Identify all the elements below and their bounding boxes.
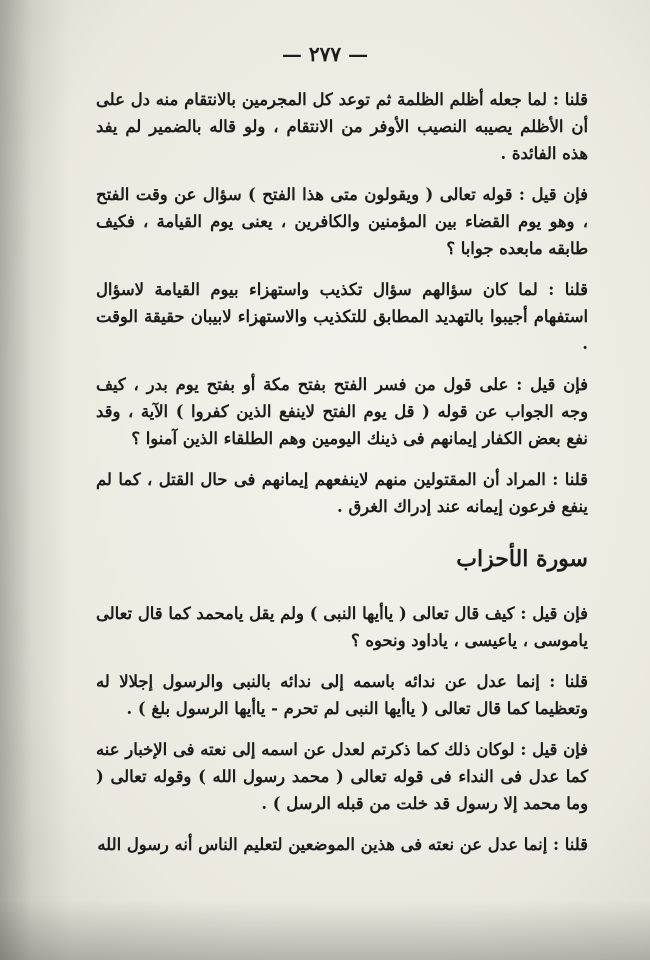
- paragraph-lead: فإن قيل :: [518, 185, 588, 204]
- section-before-surah: [96, 86, 588, 520]
- surah-title: سورة الأحزاب: [456, 546, 588, 572]
- paragraph: [96, 371, 588, 452]
- paragraph-text: لما كان سؤالهم سؤال تكذيب واستهزاء بيوم القيامة لاسؤال استفهام أجيبوا بالتهديد المطابق للتكذيب والاستهزاء لابيبان حقيقة الوقت .: [96, 280, 588, 353]
- paragraph-text: إنما عدل عن ندائه باسمه إلى ندائه بالنبى والرسول إجلالا له وتعظيما كما قال تعالى ( ياأيها النبى لم تحرم - ياأيها الرسول بلغ ) .: [96, 672, 588, 718]
- paragraph-lead: قلنا :: [548, 280, 588, 299]
- paragraph-lead: قلنا :: [552, 90, 588, 109]
- page-number: — ٢٧٧ —: [281, 42, 369, 66]
- paragraph-text: المراد أن المقتولين منهم لاينفعهم إيمانهم فى حال القتل ، كما لم ينفع فرعون إيمانه عند إدراك الغرق .: [96, 470, 588, 516]
- page-edge-shadow-left: [0, 0, 70, 960]
- paragraph: [96, 668, 588, 722]
- paragraph: [96, 181, 588, 262]
- paragraph-text: كيف قال تعالى ( ياأيها النبى ) ولم يقل يامحمد كما قال تعالى ياموسى ، ياعيسى ، ياداود ونحوه ؟: [96, 604, 588, 650]
- section-after-surah: [96, 600, 588, 858]
- paragraph-lead: فإن قيل :: [520, 604, 589, 623]
- paragraph-text: إنما عدل عن نعته فى هذين الموضعين لتعليم الناس أنه رسول الله: [97, 835, 548, 854]
- paragraph-text: على قول من فسر الفتح بفتح مكة أو بفتح يوم بدر ، كيف وجه الجواب عن قوله ( قل يوم الفتح لاينفع الذين كفروا ) الآية ، وقد نفع بعض الكفار إيمانهم فى ذينك اليومين وهم الطلقاء الذين آمنوا ؟: [96, 375, 588, 448]
- paragraph-lead: فإن قيل :: [520, 740, 589, 759]
- paragraph: [96, 736, 588, 817]
- page-edge-shadow-bottom: [0, 900, 650, 960]
- paragraph: [96, 831, 588, 858]
- paragraph-text: لوكان ذلك كما ذكرتم لعدل عن اسمه إلى نعته فى الإخبار عنه كما عدل فى النداء فى قوله تعالى ( محمد رسول الله ) وقوله تعالى ( وما محمد إلا رسول قد خلت من قبله الرسل ) .: [96, 740, 588, 813]
- paragraph: [96, 276, 588, 357]
- paragraph-lead: فإن قيل :: [516, 375, 588, 394]
- paragraph-text: قوله تعالى ( ويقولون متى هذا الفتح ) سؤال عن وقت الفتح ، وهو يوم القضاء بين المؤمنين والكافرين ، يعنى يوم القيامة ، فكيف طابقه مابعده جوابا ؟: [96, 185, 588, 258]
- paragraph-text: لما جعله أظلم الظلمة ثم توعد كل المجرمين بالانتقام منه دل على أن الأظلم يصيبه النصيب الأوفر من الانتقام ، ولو قاله بالضمير لم يفد هذه الفائدة .: [96, 90, 588, 163]
- page-body: [96, 86, 588, 872]
- paragraph-lead: قلنا :: [549, 672, 588, 691]
- paragraph: [96, 86, 588, 167]
- paragraph-lead: قلنا :: [552, 470, 588, 489]
- paragraph: [96, 466, 588, 520]
- paragraph-lead: قلنا :: [553, 835, 588, 854]
- paragraph: [96, 600, 588, 654]
